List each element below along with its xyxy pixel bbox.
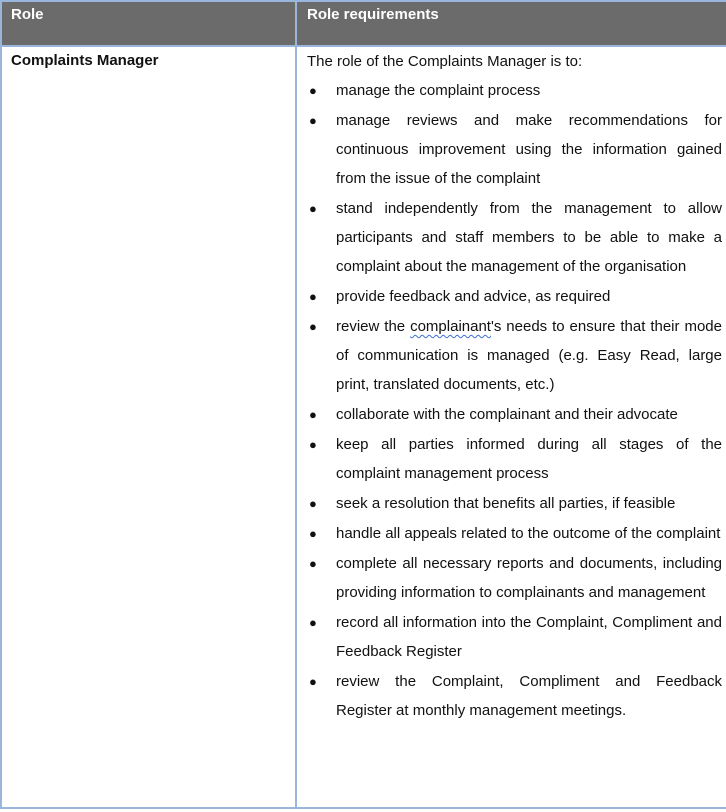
list-item-text [336, 312, 722, 399]
list-item [307, 106, 722, 193]
list-item [307, 667, 722, 725]
bullet-icon: ● [309, 201, 317, 216]
list-item-text: provide feedback and advice, as required [336, 288, 611, 305]
list-item [307, 400, 722, 429]
bullet-icon: ● [309, 556, 317, 571]
list-item-text-before: review the [336, 318, 411, 335]
list-item [307, 76, 722, 105]
list-item [307, 549, 722, 607]
bullet-icon: ● [309, 496, 317, 511]
bullet-icon: ● [309, 407, 317, 422]
list-item-text: record all information into the Complaint, Compliment and Feedback Register [336, 614, 722, 660]
spellcheck-flagged-word[interactable]: complainant [410, 318, 491, 335]
list-item-text: handle all appeals related to the outcome of the complaint [336, 525, 721, 542]
list-item-text: review the Complaint, Compliment and Feedback Register at monthly management meetings. [336, 673, 722, 719]
list-item-text: complete all necessary reports and documents, including providing information to complainants and management [336, 555, 722, 601]
list-item [307, 608, 722, 666]
table-header-row [1, 1, 726, 46]
role-requirements-cell [296, 46, 726, 808]
list-item-text: seek a resolution that benefits all parties, if feasible [336, 495, 676, 512]
header-role: Role [1, 1, 296, 46]
list-item [307, 489, 722, 518]
bullet-icon: ● [309, 319, 317, 334]
bullet-icon: ● [309, 526, 317, 541]
bullet-icon: ● [309, 437, 317, 452]
table-row [1, 46, 726, 808]
role-name-cell: Complaints Manager [1, 46, 296, 808]
bullet-icon: ● [309, 615, 317, 630]
list-item [307, 282, 722, 311]
list-item [307, 194, 722, 281]
requirements-list [307, 76, 722, 725]
list-item [307, 312, 722, 399]
bullet-icon: ● [309, 289, 317, 304]
header-role-requirements: Role requirements [296, 1, 726, 46]
list-item-text: manage the complaint process [336, 82, 541, 99]
list-item-text: stand independently from the management to allow participants and staff members to be able to make a complaint about the management of the organisation [336, 200, 722, 275]
bullet-icon: ● [309, 83, 317, 98]
list-item [307, 519, 722, 548]
list-item [307, 430, 722, 488]
list-item-text-after: 's needs to ensure that their mode of communication is managed (e.g. Easy Read, large print, translated documents, etc.) [336, 318, 722, 393]
bullet-icon: ● [309, 674, 317, 689]
list-item-text: keep all parties informed during all stages of the complaint management process [336, 436, 722, 482]
list-item-text: manage reviews and make recommendations for continuous improvement using the information gained from the issue of the complaint [336, 112, 722, 187]
list-item-text: collaborate with the complainant and their advocate [336, 406, 678, 423]
bullet-icon: ● [309, 113, 317, 128]
requirements-intro: The role of the Complaints Manager is to: [307, 53, 583, 70]
